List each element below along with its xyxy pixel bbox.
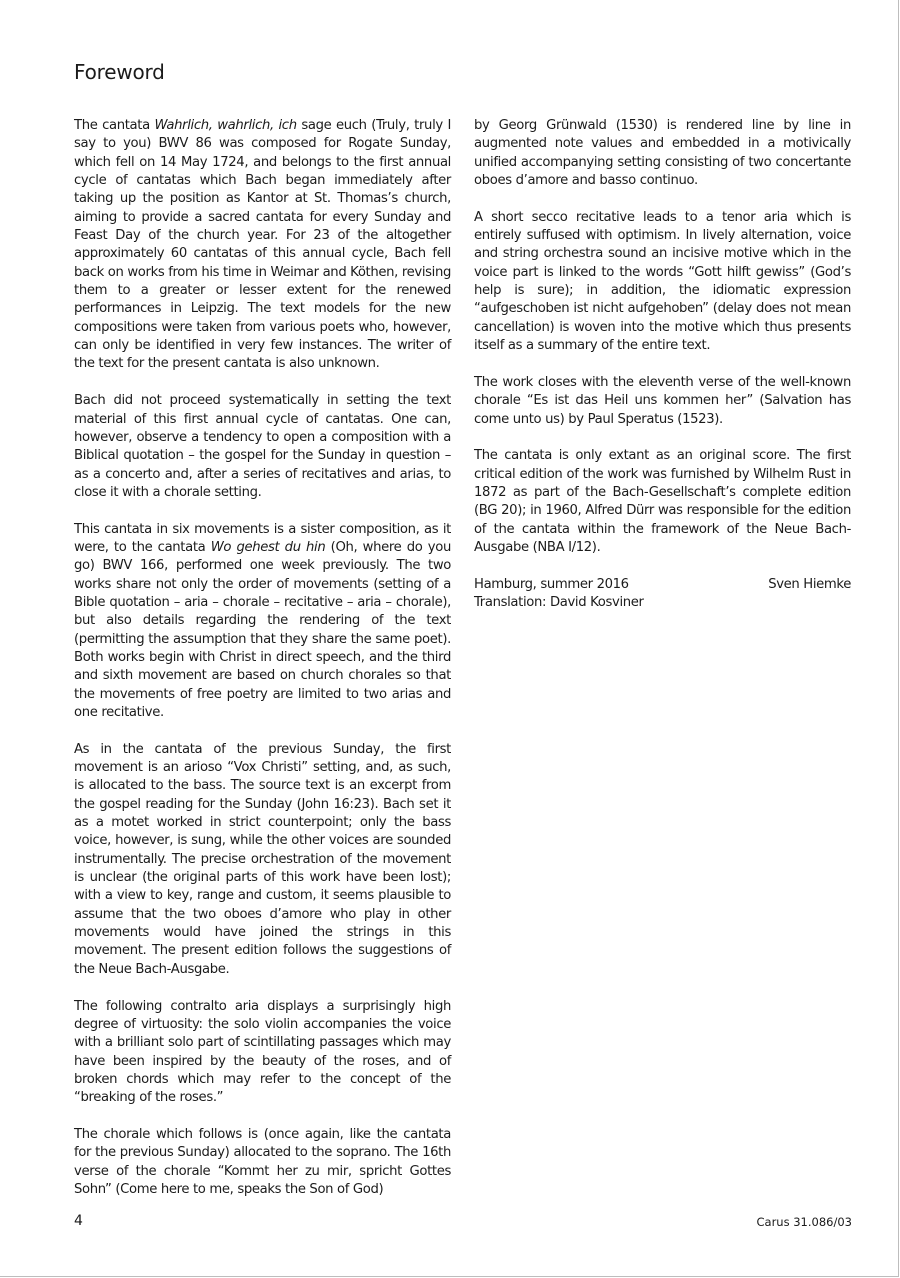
paragraph-1: The cantata Wahrlich, wahrlich, ich sage euch (Truly, truly I say to you) BWV 86 was composed for Rogate Sunday, which fell on 14 May 1724, and belongs to the first annual cycle of cantatas which Bach began immediately after taking up the position as Kantor at St. Thomas’s church, aiming to provide a sacred cantata for every Sunday and Feast Day of the church year. For 23 of the altogether approximately 60 cantatas of this annual cycle, Bach fell back on works from his time in Weimar and Köthen, revising them to a greater or lesser extent for the renewed performances in Leipzig. The text models for the new compositions were taken from various poets who, however, can only be identified in very few instances. The writer of the text for the present cantata is also unknown. (74, 118, 451, 372)
paragraph-6: The chorale which follows is (once again, like the cantata for the previous Sunday) allocated to the soprano. The 16th verse of the chorale “Kommt her zu mir, spricht Gottes Sohn” (Come here to me, speaks the Son of God) (74, 1126, 451, 1197)
paragraph-9: The work closes with the eleventh verse of the well-known chorale “Es ist das Heil uns kommen her” (Salvation has come unto us) by Paul Speratus (1523). (474, 374, 851, 427)
paragraph-3: This cantata in six movements is a sister composition, as it were, to the cantata Wo gehest du hin (Oh, where do you go) BWV 166, performed one week previously. The two works share not only the order of movements (setting of a Bible quotation – aria – chorale – recitative – aria – chorale), but also details regarding the rendering of the text (permitting the assumption that they share the same poet). Both works begin with Christ in direct speech, and the third and sixth movement are based on church chorales so that the movements of free poetry are limited to two arias and one recitative. (74, 521, 451, 720)
right-column (474, 117, 851, 631)
catalog-number: Carus 31.086/03 (756, 1215, 852, 1229)
paragraph-2: Bach did not proceed systematically in setting the text material of this first annual cycle of cantatas. One can, however, observe a tendency to open a composition with a Biblical quotation – the gospel for the Sunday in question – as a concerto and, after a series of recitatives and arias, to close it with a chorale setting. (74, 393, 451, 500)
left-column (74, 117, 451, 1218)
work-title: Wo gehest du hin (210, 539, 326, 555)
work-title: Wahrlich, wahrlich, ich (154, 118, 297, 133)
place-date: Hamburg, summer 2016 (474, 576, 629, 592)
signature-block (474, 576, 851, 594)
paragraph-8: A short secco recitative leads to a tenor aria which is entirely suffused with optimism. In lively alternation, voice and string orchestra sound an incisive motive which in the voice part is linked to the words “Gott hilft gewiss” (God’s help is sure); in addition, the idiomatic expression “aufgeschoben ist nicht aufgehoben” (delay does not mean cancellation) is woven into the motive which thus presents itself as a summary of the entire text. (474, 209, 851, 354)
paragraph-7: by Georg Grünwald (1530) is rendered line by line in augmented note values and embedded in a motivically unified accompanying setting consisting of two concertante oboes d’amore and basso continuo. (474, 118, 851, 189)
page-number: 4 (74, 1213, 83, 1229)
paragraph-4: As in the cantata of the previous Sunday, the first movement is an arioso “Vox Christi” setting, and, as such, is allocated to the bass. The source text is an excerpt from the gospel reading for the Sunday (John 16:23). Bach set it as a motet worked in strict counterpoint; only the bass voice, however, is sung, while the other voices are sounded instrumentally. The precise orchestration of the movement is unclear (the original parts of this work have been lost); with a view to key, range and custom, it seems plausible to assume that the two oboes d’amore who play in other movements would have joined the strings in this movement. The present edition follows the suggestions of the Neue Bach-Ausgabe. (74, 741, 451, 977)
paragraph-5: The following contralto aria displays a surprisingly high degree of virtuosity: the solo violin accompanies the voice with a brilliant solo part of scintillating passages which may have been inspired by the beauty of the roses, and of broken chords which may refer to the concept of the “breaking of the roses.” (74, 998, 451, 1106)
page-title: Foreword (74, 60, 165, 84)
author-name: Sven Hiemke (768, 576, 851, 592)
paragraph-10: The cantata is only extant as an original score. The first critical edition of the work was furnished by Wilhelm Rust in 1872 as part of the Bach-Gesellschaft’s complete edition (BG 20); in 1960, Alfred Dürr was responsible for the edition of the cantata within the framework of the Neue Bach-Ausgabe (NBA I/12). (474, 448, 851, 555)
translator-credit: Translation: David Kosviner (474, 594, 644, 610)
